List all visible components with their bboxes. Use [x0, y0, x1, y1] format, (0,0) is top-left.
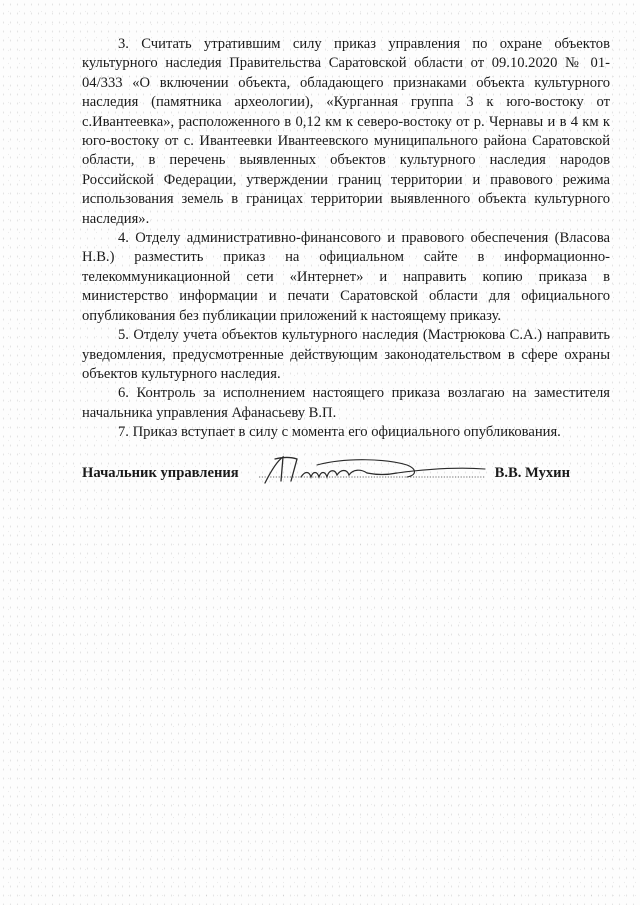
order-body [82, 35, 610, 443]
signer-role: Начальник управления [82, 465, 239, 481]
paragraph-item-6: 6. Контроль за исполнением настоящего приказа возлагаю на заместителя начальника управления Афанасьеву В.П. [82, 385, 610, 421]
signer-name: В.В. Мухин [494, 465, 570, 481]
paragraph-item-3: 3. Считать утратившим силу приказ управления по охране объектов культурного наследия Правительства Саратовской области от 09.10.2020 № 01-04/333 «О включении объекта, обладающего признаками объекта культурного наследия (памятника археологии), «Курганная группа 3 к юго-востоку от с.Ивантеевка», расположенного в 0,12 км к северо-востоку от р. Чернавы и в 4 км к юго-востоку от с. Ивантеевки Ивантеевского муниципального района Саратовской области, в перечень выявленных объектов культурного наследия народов Российской Федерации, утверждении границ территории и правового режима использования земель в границах территории выявленного объекта культурного наследия». [82, 36, 610, 227]
paragraph-item-7: 7. Приказ вступает в силу с момента его официального опубликования. [118, 424, 561, 441]
signature-block [82, 459, 570, 489]
handwritten-signature [257, 451, 487, 491]
paragraph-item-4: 4. Отделу административно-финансового и правового обеспечения (Власова Н.В.) разместить приказ на официальном сайте в информационно-телекоммуникационной сети «Интернет» и направить копию приказа в министерство информации и печати Саратовской области для официального опубликования без публикации приложений к настоящему приказу. [82, 230, 610, 324]
paragraph-item-5: 5. Отделу учета объектов культурного наследия (Мастрюкова С.А.) направить уведомления, предусмотренные действующим законодательством в сфере охраны объектов культурного наследия. [82, 327, 610, 382]
